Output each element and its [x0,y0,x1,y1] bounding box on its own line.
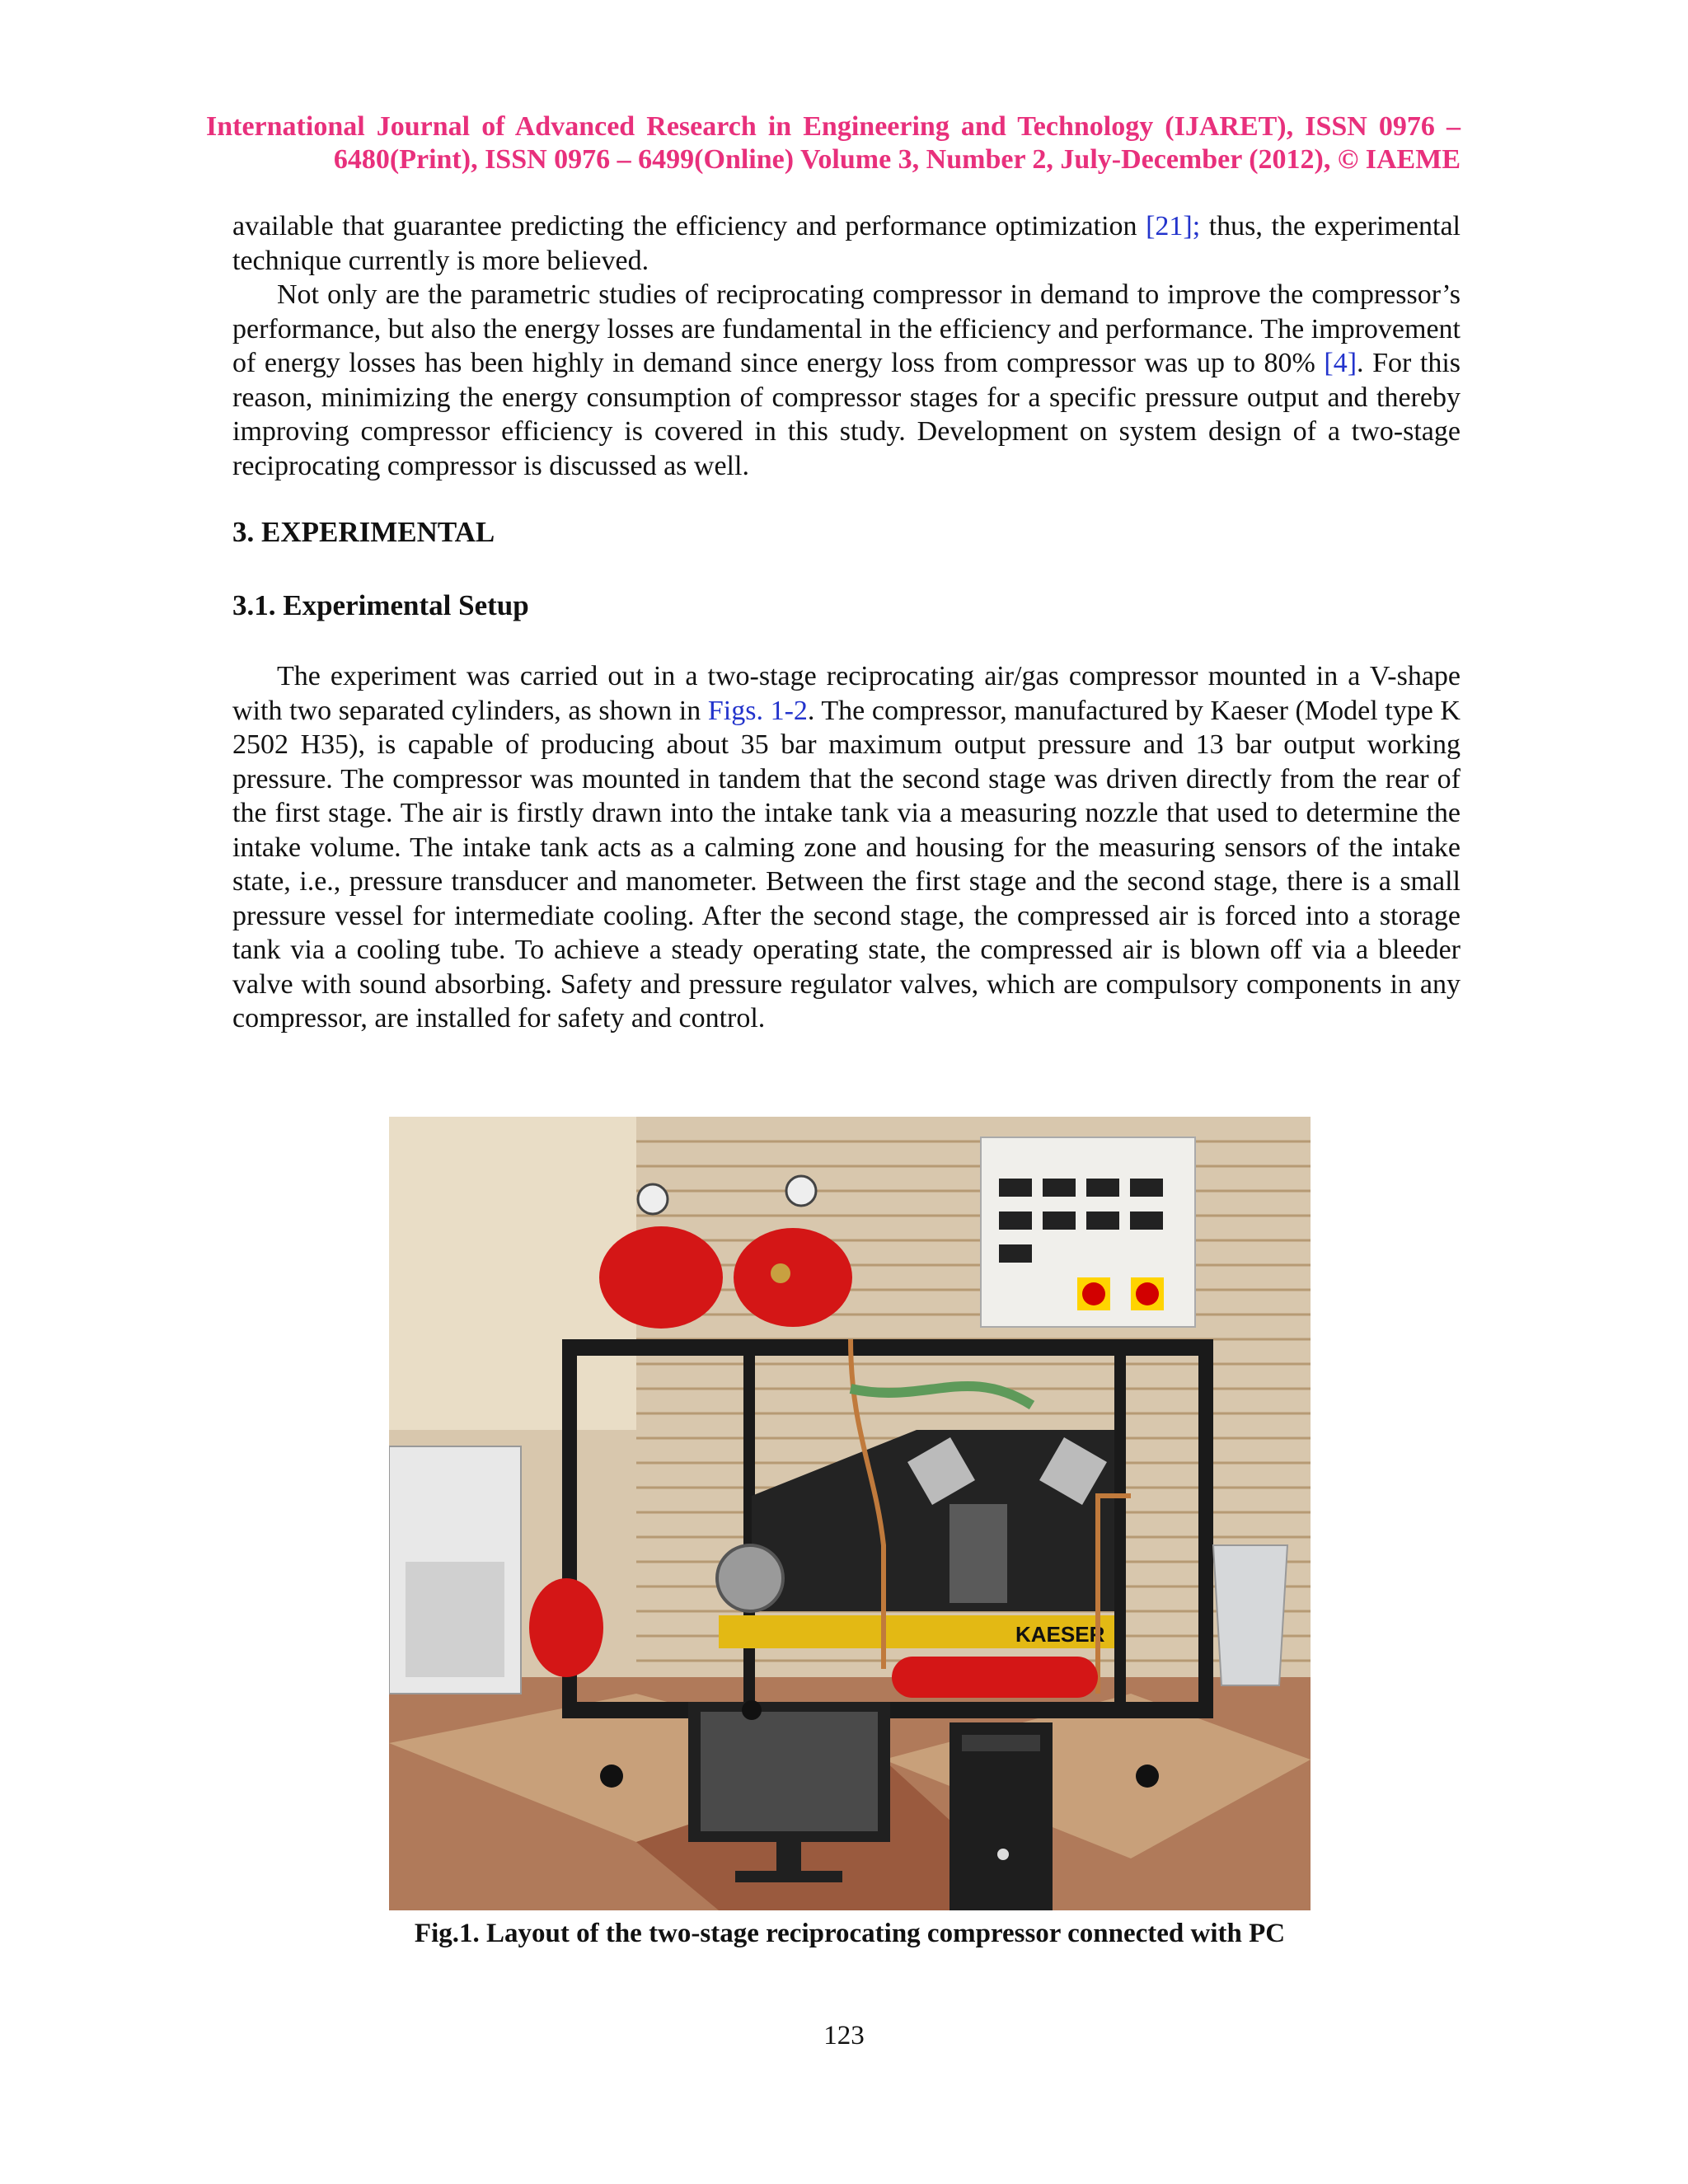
intro-p2-text-a: Not only are the parametric studies of reciprocating compressor in demand to improve the compressor’s performance, but also the energy losses are fundamental in the efficiency and performance. The improvement of energy losses has been highly in demand since energy loss from compressor was up to 80% [232,279,1461,378]
intro-p1-text-b: thus, the experimental technique currently is more believed. [232,211,1461,276]
figure-caption: Fig.1. Layout of the two-stage reciprocating compressor connected with PC [414,1919,1286,1948]
figure-reference[interactable]: Figs. 1-2 [707,695,808,726]
citation-4[interactable]: [4] [1324,348,1357,378]
compressor-photo-illustration [389,1117,1311,1910]
setup-text [232,659,1461,1036]
page-number: 123 [823,2021,865,2050]
motor [717,1545,783,1611]
compressor-photo [389,1117,1311,1910]
setup-text-b: . The compressor, manufactured by Kaeser (Model type K 2502 H35), is capable of producing about 35 bar maximum output pressure and 13 bar output working pressure. The compressor was mounted in tandem that the second stage was driven directly from the rear of the first stage. The air is firstly drawn into the intake tank via a measuring nozzle that used to determine the intake volume. The intake tank acts as a calming zone and housing for the measuring sensors of the intake state, i.e., pressure transducer and manometer. Between the first stage and the second stage, there is a small pressure vessel for intermediate cooling. After the second stage, the compressed air is forced into a storage tank via a cooling tube. To achieve a steady operating state, the compressed air is blown off via a bleeder valve with sound absorbing. Safety and pressure regulator valves, which are compulsory components in any compressor, are installed for safety and control. [232,695,1461,1033]
intro-p2-text-b: . For this reason, minimizing the energy consumption of compressor stages for a specific pressure output and thereby improving compressor efficiency is covered in this study. Development on system design of a two-stage reciprocating compressor is discussed as well. [232,348,1461,481]
setup-text-a: The experiment was carried out in a two-stage reciprocating air/gas compressor mounted in a V-shape with two separated cylinders, as shown in [232,661,1461,726]
intake-tank [599,1226,723,1329]
intro-paragraph-2 [232,278,1461,483]
section-heading: 3. EXPERIMENTAL [232,516,495,548]
intro-paragraph-1 [232,209,1461,278]
intermediate-tank [734,1228,852,1327]
kaeser-logo-text: KAESER [1015,1622,1105,1647]
intro-text [232,209,1461,483]
setup-paragraph [232,659,1461,1036]
citation-21[interactable]: [21]; [1146,211,1201,241]
journal-header [206,110,1461,176]
journal-header-line1: International Journal of Advanced Research in Engineering and Technology (IJARET), ISSN 0976 – [206,111,1461,142]
subsection-heading: 3.1. Experimental Setup [232,589,529,621]
storage-tank [892,1657,1098,1698]
journal-header-line2: 6480(Print), ISSN 0976 – 6499(Online) Volume 3, Number 2, July-December (2012), © IAEME [333,144,1461,175]
intro-p1-text-a: available that guarantee predicting the efficiency and performance optimization [232,211,1146,241]
